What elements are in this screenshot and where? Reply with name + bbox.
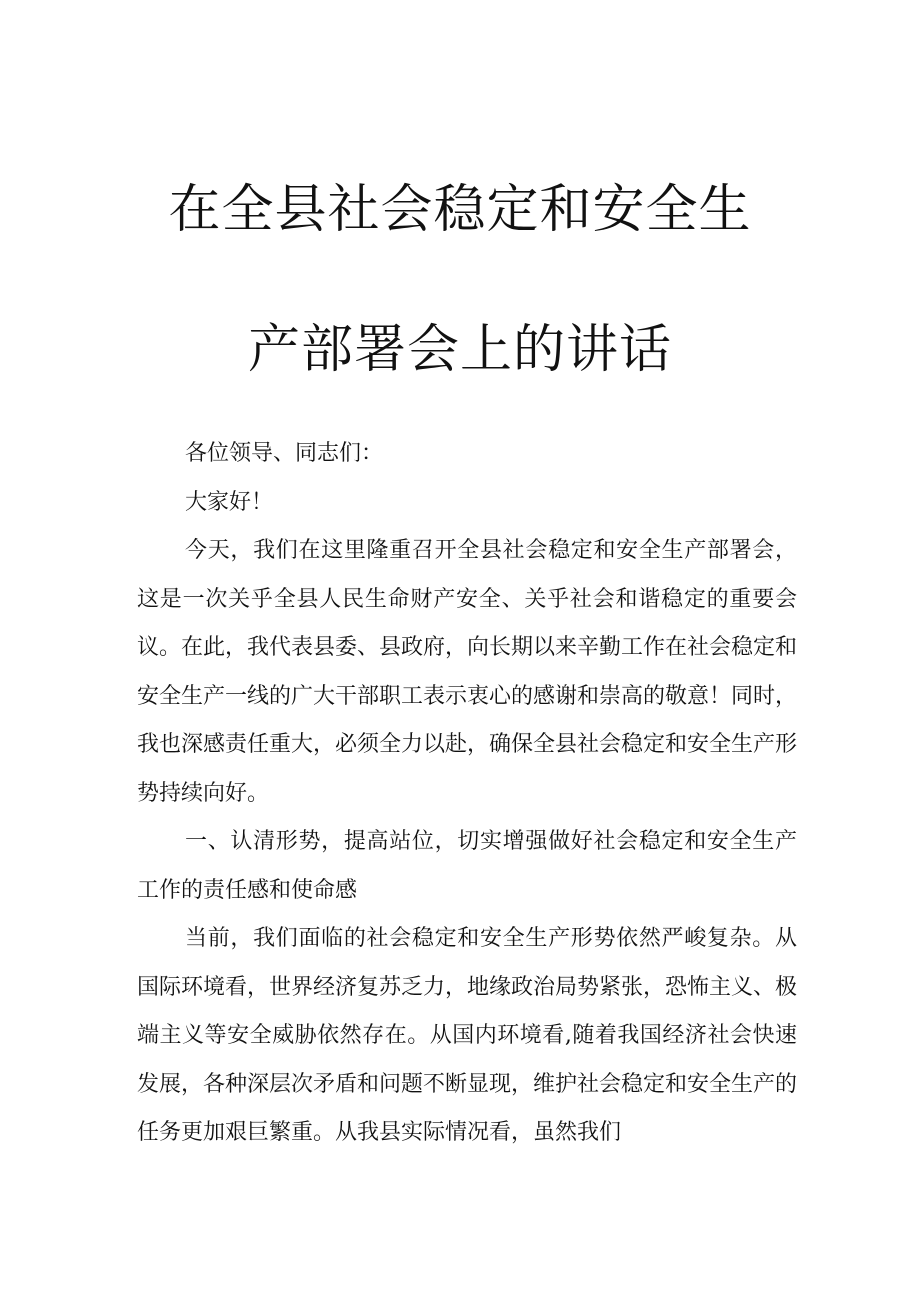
greeting-paragraph: 大家好！ [185,489,274,515]
salutation-paragraph: 各位领导、同志们： [185,441,384,466]
opening-paragraph: 今天，我们在这里隆重召开全县社会稳定和安全生产部署会，这是一次关乎全县人民生命财产安全、关乎社会和谐稳定的重要会议。在此，我代表县委、县政府，向长期以来辛勤工作在社会稳定和安全生产一线的广大干部职工表示衷心的感谢和崇高的敬意！同时，我也深感责任重大，必须全力以赴，确保全县社会稳定和安全生产形势持续向好。 [137,538,798,806]
section-heading-1: 一、认清形势，提高站位，切实增强做好社会稳定和安全生产工作的责任感和使命感 [137,829,797,903]
document-body [137,430,797,1158]
situation-paragraph: 当前，我们面临的社会稳定和安全生产形势依然严峻复杂。从国际环境看，世界经济复苏乏力，地缘政治局势紧张，恐怖主义、极端主义等安全威胁依然存在。从国内环境看,随着我国经济社会快速发展，各种深层次矛盾和问题不断显现，维护社会稳定和安全生产的任务更加艰巨繁重。从我县实际情况看，虽然我们 [137,926,798,1145]
document-title-line-2: 产部署会上的讲话 [247,320,672,380]
document-title-line-1: 在全县社会稳定和安全生 [168,180,752,240]
